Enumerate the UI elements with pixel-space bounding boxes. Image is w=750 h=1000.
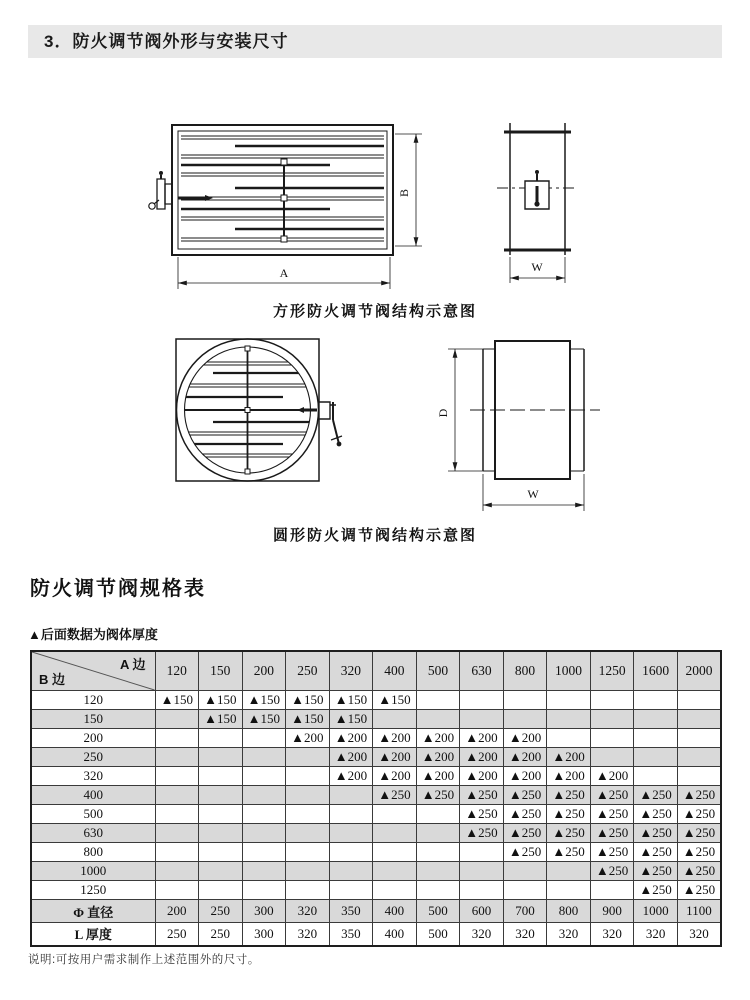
spec-cell <box>199 729 243 748</box>
spec-cell <box>242 805 286 824</box>
spec-cell <box>634 729 678 748</box>
spec-cell: ▲250 <box>634 843 678 862</box>
spec-cell: ▲250 <box>503 843 547 862</box>
spec-cell: ▲200 <box>503 748 547 767</box>
spec-row-label: 500 <box>31 805 155 824</box>
spec-cell: ▲200 <box>547 748 591 767</box>
spec-cell: ▲150 <box>242 710 286 729</box>
dim-label-w-square: W <box>531 260 543 274</box>
spec-cell <box>329 786 373 805</box>
spec-cell <box>373 843 417 862</box>
spec-cell <box>416 824 460 843</box>
spec-cell: 320 <box>547 923 591 946</box>
spec-cell: ▲250 <box>503 824 547 843</box>
spec-cell <box>590 881 634 900</box>
spec-cell <box>242 862 286 881</box>
spec-cell <box>373 710 417 729</box>
spec-cell <box>590 748 634 767</box>
spec-cell: ▲250 <box>677 824 721 843</box>
spec-cell <box>416 843 460 862</box>
spec-cell <box>155 843 199 862</box>
spec-cell: ▲150 <box>373 691 417 710</box>
spec-cell: ▲250 <box>460 786 504 805</box>
spec-cell: ▲250 <box>590 786 634 805</box>
spec-cell <box>634 691 678 710</box>
spec-cell: ▲200 <box>286 729 330 748</box>
round-damper-side-diagram <box>432 328 617 528</box>
spec-cell: 600 <box>460 900 504 923</box>
spec-cell: ▲250 <box>503 786 547 805</box>
spec-cell: ▲250 <box>590 843 634 862</box>
spec-cell <box>547 710 591 729</box>
spec-cell: 300 <box>242 923 286 946</box>
spec-cell: 320 <box>460 923 504 946</box>
spec-cell: 800 <box>547 900 591 923</box>
spec-cell <box>286 786 330 805</box>
spec-cell: 250 <box>155 923 199 946</box>
spec-col-header: 250 <box>286 651 330 691</box>
spec-row-label: Φ 直径 <box>31 900 155 923</box>
spec-cell: ▲150 <box>155 691 199 710</box>
spec-cell <box>634 710 678 729</box>
spec-cell: ▲250 <box>590 824 634 843</box>
spec-cell: 300 <box>242 900 286 923</box>
spec-cell: ▲200 <box>503 729 547 748</box>
spec-cell: 500 <box>416 923 460 946</box>
spec-row-label: 1250 <box>31 881 155 900</box>
spec-cell: ▲250 <box>373 786 417 805</box>
spec-cell <box>286 748 330 767</box>
spec-cell <box>199 862 243 881</box>
spec-row-label: 150 <box>31 710 155 729</box>
spec-cell <box>329 843 373 862</box>
spec-cell: ▲200 <box>460 729 504 748</box>
footnote: 说明:可按用户需求制作上述范围外的尺寸。 <box>28 954 260 966</box>
spec-cell <box>242 748 286 767</box>
spec-col-header: 2000 <box>677 651 721 691</box>
spec-cell <box>242 729 286 748</box>
spec-cell <box>677 710 721 729</box>
spec-cell <box>329 881 373 900</box>
spec-cell <box>634 748 678 767</box>
spec-cell <box>199 767 243 786</box>
dim-label-b: B <box>397 188 411 198</box>
spec-cell <box>155 881 199 900</box>
spec-cell: ▲250 <box>634 862 678 881</box>
spec-cell <box>677 691 721 710</box>
spec-row-label: 630 <box>31 824 155 843</box>
spec-row <box>31 824 721 843</box>
spec-col-header: 630 <box>460 651 504 691</box>
spec-row-label: 800 <box>31 843 155 862</box>
spec-row <box>31 900 721 923</box>
spec-cell: 320 <box>634 923 678 946</box>
spec-cell <box>590 710 634 729</box>
spec-cell <box>590 729 634 748</box>
spec-cell <box>416 805 460 824</box>
spec-cell: ▲200 <box>329 767 373 786</box>
spec-cell <box>286 805 330 824</box>
spec-cell: ▲200 <box>416 767 460 786</box>
spec-cell: ▲250 <box>634 786 678 805</box>
spec-cell: 250 <box>199 900 243 923</box>
spec-row <box>31 748 721 767</box>
spec-cell: ▲200 <box>329 748 373 767</box>
spec-cell: ▲250 <box>634 805 678 824</box>
spec-cell <box>155 748 199 767</box>
spec-row-label: L 厚度 <box>31 923 155 946</box>
spec-cell: ▲250 <box>503 805 547 824</box>
square-damper-caption: 方形防火调节阀结构示意图 <box>272 303 477 320</box>
spec-row <box>31 729 721 748</box>
spec-cell <box>286 862 330 881</box>
spec-cell: ▲250 <box>677 805 721 824</box>
section-title: 3．防火调节阀外形与安装尺寸 <box>28 25 722 58</box>
spec-cell <box>199 881 243 900</box>
spec-cell: ▲200 <box>547 767 591 786</box>
spec-col-header: 120 <box>155 651 199 691</box>
spec-cell <box>547 862 591 881</box>
spec-cell <box>286 767 330 786</box>
spec-col-header: 1250 <box>590 651 634 691</box>
spec-col-header: 320 <box>329 651 373 691</box>
spec-cell: 320 <box>677 923 721 946</box>
spec-cell <box>460 881 504 900</box>
round-damper-front-diagram <box>168 332 358 492</box>
spec-col-header: 150 <box>199 651 243 691</box>
spec-cell <box>503 881 547 900</box>
spec-cell <box>547 881 591 900</box>
spec-cell <box>329 862 373 881</box>
spec-cell <box>286 843 330 862</box>
spec-cell <box>677 748 721 767</box>
spec-cell <box>547 691 591 710</box>
spec-cell <box>590 691 634 710</box>
spec-cell: ▲250 <box>547 824 591 843</box>
spec-cell <box>373 862 417 881</box>
spec-cell: 320 <box>590 923 634 946</box>
spec-cell: 1100 <box>677 900 721 923</box>
spec-cell: ▲250 <box>634 824 678 843</box>
spec-cell <box>503 862 547 881</box>
spec-cell <box>286 824 330 843</box>
spec-cell: ▲200 <box>590 767 634 786</box>
spec-cell <box>199 805 243 824</box>
spec-cell: ▲250 <box>634 881 678 900</box>
spec-col-header: 1600 <box>634 651 678 691</box>
spec-cell: ▲200 <box>460 748 504 767</box>
spec-row-label: 120 <box>31 691 155 710</box>
spec-cell: 320 <box>503 923 547 946</box>
spec-cell: 500 <box>416 900 460 923</box>
spec-cell: ▲200 <box>416 748 460 767</box>
spec-row <box>31 767 721 786</box>
spec-col-header: 400 <box>373 651 417 691</box>
spec-cell: ▲150 <box>329 691 373 710</box>
spec-cell <box>199 843 243 862</box>
spec-row-label: 320 <box>31 767 155 786</box>
spec-cell <box>416 881 460 900</box>
spec-cell <box>155 786 199 805</box>
spec-cell <box>155 862 199 881</box>
spec-cell: ▲150 <box>329 710 373 729</box>
spec-cell <box>416 691 460 710</box>
spec-cell: ▲200 <box>416 729 460 748</box>
spec-cell: 900 <box>590 900 634 923</box>
dim-label-w-round: W <box>527 487 539 501</box>
spec-cell <box>677 729 721 748</box>
spec-col-header: 500 <box>416 651 460 691</box>
spec-cell <box>373 824 417 843</box>
spec-cell: 200 <box>155 900 199 923</box>
spec-cell <box>460 862 504 881</box>
spec-cell: ▲250 <box>416 786 460 805</box>
spec-cell: ▲250 <box>590 862 634 881</box>
spec-cell: ▲150 <box>286 710 330 729</box>
spec-cell <box>373 805 417 824</box>
spec-cell: ▲250 <box>547 843 591 862</box>
spec-row <box>31 805 721 824</box>
spec-cell: ▲250 <box>460 805 504 824</box>
spec-cell <box>286 881 330 900</box>
corner-label-a-side: A 边 <box>119 657 146 672</box>
spec-cell: ▲150 <box>242 691 286 710</box>
spec-cell: ▲250 <box>460 824 504 843</box>
spec-col-header: 200 <box>242 651 286 691</box>
spec-cell: ▲250 <box>677 786 721 805</box>
spec-cell <box>155 767 199 786</box>
spec-cell <box>416 862 460 881</box>
spec-cell <box>460 710 504 729</box>
spec-cell <box>329 805 373 824</box>
spec-cell: 350 <box>329 923 373 946</box>
spec-cell <box>199 748 243 767</box>
spec-cell: 700 <box>503 900 547 923</box>
spec-col-header: 800 <box>503 651 547 691</box>
spec-cell: ▲250 <box>547 786 591 805</box>
spec-cell <box>677 767 721 786</box>
spec-cell <box>329 824 373 843</box>
spec-cell: 320 <box>286 900 330 923</box>
spec-table-title: 防火调节阀规格表 <box>30 578 206 600</box>
spec-cell: ▲200 <box>373 729 417 748</box>
spec-col-header: 1000 <box>547 651 591 691</box>
spec-cell: 400 <box>373 900 417 923</box>
spec-cell: 350 <box>329 900 373 923</box>
spec-row <box>31 923 721 946</box>
spec-cell <box>155 729 199 748</box>
spec-cell <box>155 824 199 843</box>
spec-cell: ▲150 <box>199 691 243 710</box>
dim-label-a: A <box>279 266 289 280</box>
spec-row-label: 200 <box>31 729 155 748</box>
spec-cell: ▲150 <box>199 710 243 729</box>
spec-row <box>31 843 721 862</box>
spec-cell: ▲250 <box>677 862 721 881</box>
spec-cell: ▲150 <box>286 691 330 710</box>
spec-cell <box>242 843 286 862</box>
spec-row-label: 400 <box>31 786 155 805</box>
spec-cell: ▲200 <box>373 767 417 786</box>
spec-cell: ▲250 <box>677 843 721 862</box>
spec-cell <box>199 824 243 843</box>
spec-table <box>30 650 722 947</box>
spec-cell <box>503 710 547 729</box>
spec-row <box>31 881 721 900</box>
spec-table-note: ▲后面数据为阀体厚度 <box>28 627 158 642</box>
spec-row <box>31 862 721 881</box>
spec-row-label: 1000 <box>31 862 155 881</box>
spec-cell <box>199 786 243 805</box>
spec-cell <box>416 710 460 729</box>
spec-row <box>31 691 721 710</box>
spec-cell <box>373 881 417 900</box>
spec-cell: 1000 <box>634 900 678 923</box>
spec-cell <box>242 786 286 805</box>
spec-row <box>31 786 721 805</box>
spec-cell <box>155 805 199 824</box>
spec-row <box>31 710 721 729</box>
spec-cell: ▲250 <box>547 805 591 824</box>
spec-cell: 400 <box>373 923 417 946</box>
spec-cell: ▲200 <box>460 767 504 786</box>
spec-cell: ▲200 <box>329 729 373 748</box>
spec-cell <box>503 691 547 710</box>
spec-cell: ▲200 <box>373 748 417 767</box>
spec-cell <box>547 729 591 748</box>
round-damper-caption: 圆形防火调节阀结构示意图 <box>272 527 477 544</box>
spec-cell: ▲250 <box>677 881 721 900</box>
spec-cell <box>242 824 286 843</box>
spec-cell: ▲200 <box>503 767 547 786</box>
spec-cell <box>242 881 286 900</box>
dim-label-d: D <box>436 408 450 418</box>
corner-label-b-side: B 边 <box>39 672 66 687</box>
spec-cell: 250 <box>199 923 243 946</box>
spec-cell <box>242 767 286 786</box>
spec-cell <box>460 843 504 862</box>
spec-row-label: 250 <box>31 748 155 767</box>
spec-cell <box>155 710 199 729</box>
spec-corner-cell <box>31 651 155 691</box>
spec-cell <box>634 767 678 786</box>
spec-cell <box>460 691 504 710</box>
spec-cell: 320 <box>286 923 330 946</box>
square-damper-side-diagram <box>478 105 613 300</box>
spec-cell: ▲250 <box>590 805 634 824</box>
square-damper-front-diagram <box>145 105 465 300</box>
